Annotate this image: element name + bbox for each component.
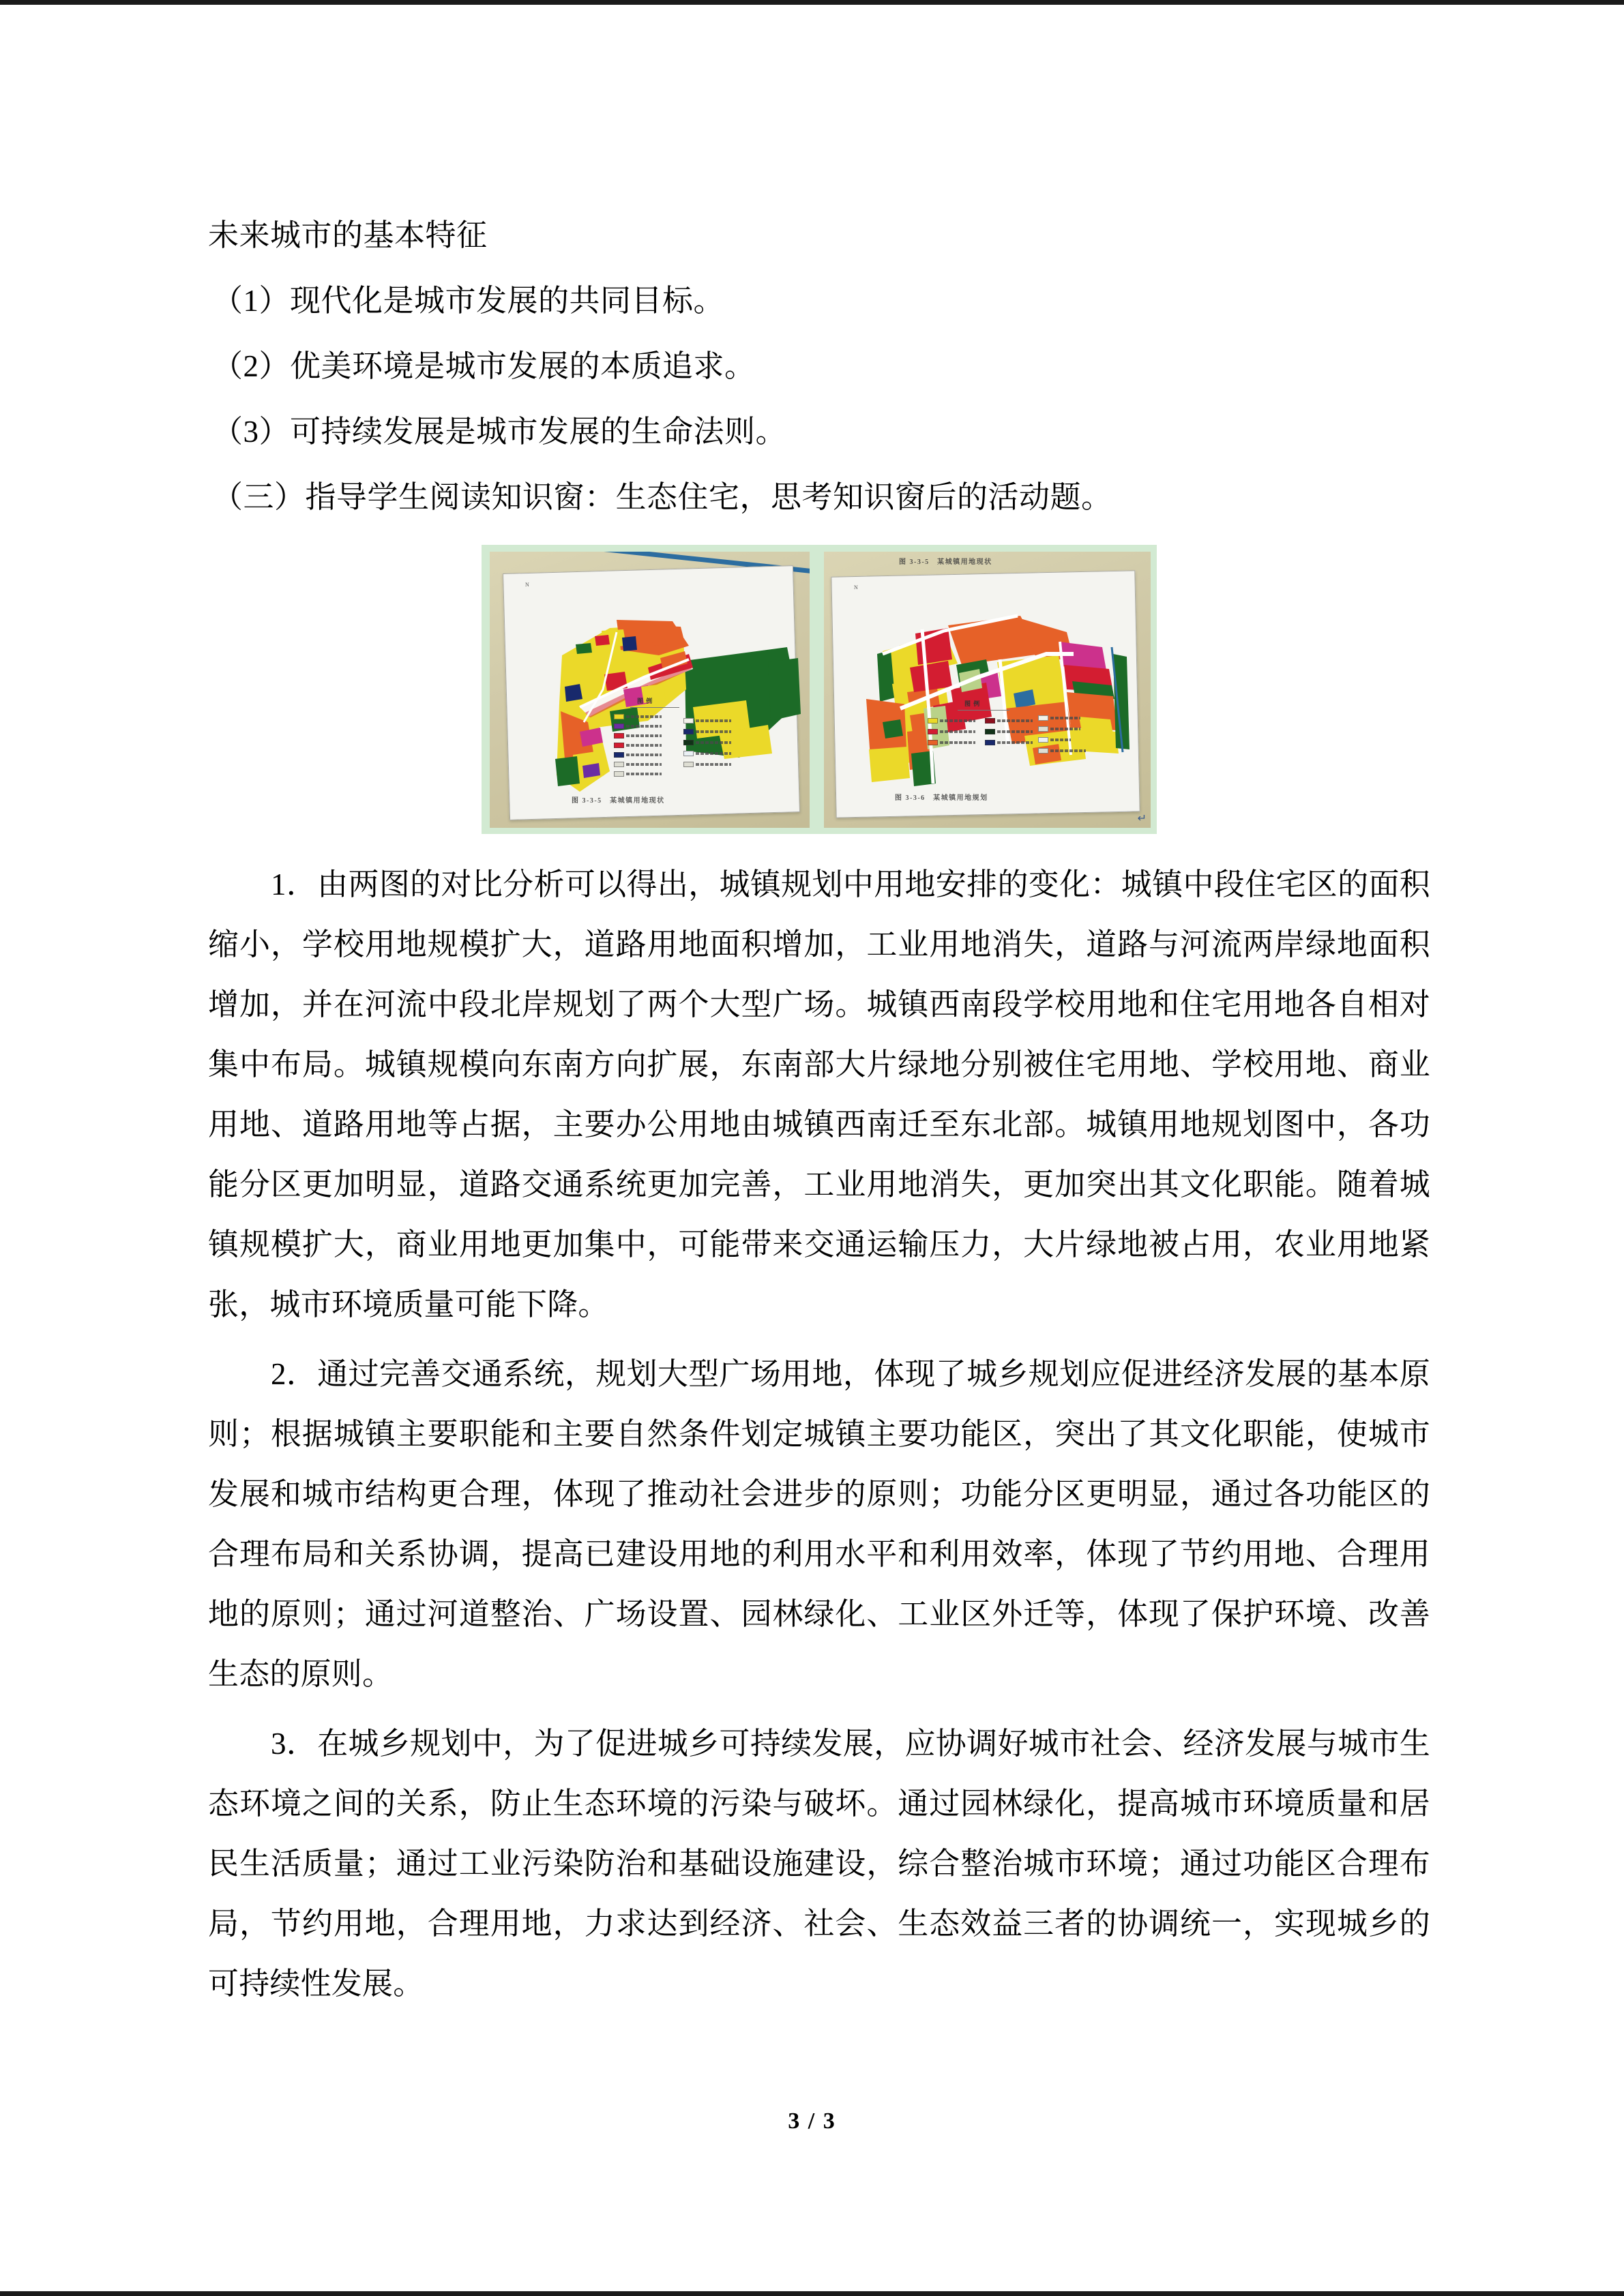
legend-swatch [683,740,694,745]
legend-swatch [614,762,624,767]
legend-entry [683,729,731,734]
legend-entry [1038,737,1071,743]
legend-swatch [683,751,694,756]
north-arrow-icon: N [525,582,531,588]
legend-title-current: 图 例 [637,698,653,704]
legend-divider [958,710,1009,711]
legend-swatch [1038,715,1048,721]
legend-entry [683,718,731,724]
legend-divider [630,707,679,708]
legend-entry [1038,748,1086,754]
legend-swatch [928,740,938,745]
legend-entry [928,718,975,724]
paragraph-mark-icon: ↵ [1137,813,1147,824]
legend-label [1050,749,1086,752]
legend-swatch [928,718,938,724]
legend-label [940,730,975,733]
legend-entry [614,771,662,777]
legend-entry [614,733,662,739]
legend-entry [985,740,1033,745]
legend-swatch [614,733,624,739]
legend-swatch [683,762,694,767]
figure-caption-current: 图 3-3-5 某城镇用地现状 [572,797,665,805]
numbered-point-3: （3）可持续发展是城市发展的生命法则。 [212,415,787,449]
legend-swatch [614,724,624,729]
legend-label [696,741,731,744]
legend-entry [614,762,662,767]
figure-caption-above: 图 3-3-5 某城镇用地现状 [899,558,992,566]
legend-entry [985,718,1033,724]
legend-label [626,725,662,728]
legend-label [1050,739,1071,741]
legend-entry [614,724,662,729]
legend-label [696,730,731,733]
numbered-point-2: （2）优美环境是城市发展的本质追求。 [212,349,756,383]
legend-entry [614,752,662,758]
legend-label [997,719,1033,722]
body-paragraph-3: 3．在城乡规划中，为了促进城乡可持续发展，应协调好城市社会、经济发展与城市生态环境之间的关系，防止生态环境的污染与破坏。通过园林绿化，提高城市环境质量和居民生活质量；通过工业污染防治和基础设施建设，综合整治城市环境；通过功能区合理布局，节约用地，合理用地，力求达到经济、社会、生态效益三者的协调统一，实现城乡的可持续性发展。 [208,1727,1430,2001]
legend-label [1050,717,1080,719]
legend-entry [683,740,731,745]
page-heading: 未来城市的基本特征 [208,218,488,252]
legend-entry [614,743,662,748]
legend-title-plan: 图 例 [964,700,981,707]
legend-label [696,719,731,722]
legend-label [696,752,731,755]
legend-label [626,754,662,756]
landuse-map-current [514,587,801,792]
legend-label [626,744,662,747]
legend-entry [614,714,662,719]
legend-label [696,763,731,766]
legend-swatch [614,714,624,719]
legend-label [626,773,662,775]
legend-entry [683,751,731,756]
legend-swatch [614,743,624,748]
body-paragraph-1: 1．由两图的对比分析可以得出，城镇规划中用地安排的变化：城镇中段住宅区的面积缩小，学校用地规模扩大，道路用地面积增加，工业用地消失，道路与河流两岸绿地面积增加，并在河流中段北岸规划了两个大型广场。城镇西南段学校用地和住宅用地各自相对集中布局。城镇规模向东南方向扩展，东南部大片绿地分别被住宅用地、学校用地、商业用地、道路用地等占据，主要办公用地由城镇西南迁至东北部。城镇用地规划图中，各功能分区更加明显，道路交通系统更加完善，工业用地消失，更加突出其文化职能。随着城镇规模扩大，商业用地更加集中，可能带来交通运输压力，大片绿地被占用，农业用地紧张，城市环境质量可能下降。 [208,867,1430,1322]
legend-label [1050,728,1080,730]
numbered-point-1: （1）现代化是城市发展的共同目标。 [212,284,725,318]
legend-entry [683,762,731,767]
legend-swatch [614,771,624,777]
legend-swatch [985,740,995,745]
legend-swatch [985,718,995,724]
photo-wall-background [490,552,810,828]
figure-landuse-plan [816,545,1157,834]
legend-swatch [1038,726,1048,732]
legend-swatch [1038,748,1048,754]
legend-entry [928,729,975,734]
north-arrow-icon: N [854,584,859,591]
legend-swatch [683,729,694,734]
figure-group [208,545,1430,834]
page-content [208,203,1430,2014]
legend-entry [1038,726,1080,732]
legend-label [997,730,1033,733]
legend-label [940,741,975,744]
figure-landuse-current [482,545,816,834]
legend-label [626,763,662,766]
legend-swatch [985,729,995,734]
legend-swatch [928,729,938,734]
legend-label [997,741,1033,744]
page-footer: 3 / 3 [788,2108,836,2134]
legend-entry [1038,715,1080,721]
landuse-map-plan [842,588,1139,793]
legend-entry [928,740,975,745]
legend-swatch [683,718,694,724]
photo-wall-background [824,552,1151,828]
legend-label [626,734,662,737]
legend-swatch [614,752,624,758]
legend-swatch [1038,737,1048,743]
figure-caption-plan: 图 3-3-6 某城镇用地规划 [895,794,988,802]
body-paragraph-2: 2．通过完善交通系统，规划大型广场用地，体现了城乡规划应促进经济发展的基本原则；根据城镇主要职能和主要自然条件划定城镇主要功能区，突出了其文化职能，使城市发展和城市结构更合理，体现了推动社会进步的原则；功能分区更明显，通过各功能区的合理布局和关系协调，提高已建设用地的利用水平和利用效率，体现了节约用地、合理用地的原则；通过河道整治、广场设置、园林绿化、工业区外迁等，体现了保护环境、改善生态的原则。 [208,1357,1430,1691]
legend-label [626,715,662,718]
legend-entry [985,729,1033,734]
legend-label [940,719,975,722]
section-three-line: （三）指导学生阅读知识窗：生态住宅，思考知识窗后的活动题。 [212,480,1112,514]
